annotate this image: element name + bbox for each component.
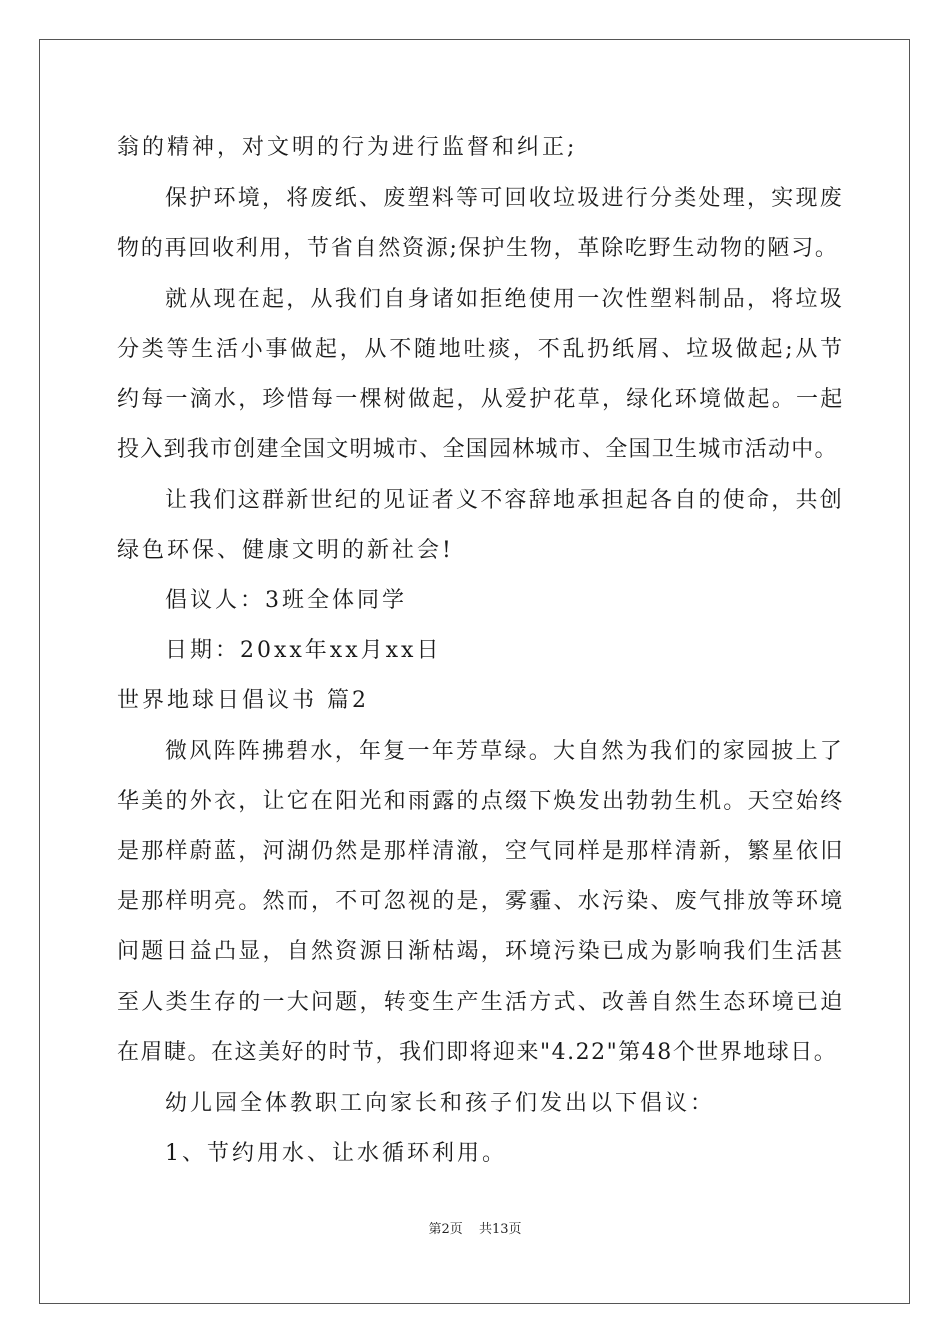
text-line: 保护环境，将废纸、废塑料等可回收垃圾进行分类处理，实现废 [165, 186, 845, 211]
text-line: 幼儿园全体教职工向家长和孩子们发出以下倡议： [165, 1091, 716, 1116]
text-line: 华美的外衣，让它在阳光和雨露的点缀下焕发出勃勃生机。天空始终 [117, 789, 845, 814]
text-line: 分类等生活小事做起，从不随地吐痰，不乱扔纸屑、垃圾做起;从节 [117, 337, 845, 362]
list-item: 1、节约用水、让水循环利用。 [165, 1141, 507, 1166]
text-line: 物的再回收利用，节省自然资源;保护生物，革除吃野生动物的陋习。 [117, 236, 839, 261]
text-line: 让我们这群新世纪的见证者义不容辞地承担起各自的使命，共创 [165, 488, 845, 513]
text-line: 约每一滴水，珍惜每一棵树做起，从爱护花草，绿化环境做起。一起 [117, 387, 845, 412]
page-footer [0, 1218, 950, 1237]
text-line: 是那样明亮。然而，不可忽视的是，雾霾、水污染、废气排放等环境 [117, 889, 845, 914]
text-line: 投入到我市创建全国文明城市、全国园林城市、全国卫生城市活动中。 [117, 437, 838, 462]
text-line: 至人类生存的一大问题，转变生产生活方式、改善自然生态环境已迫 [117, 990, 845, 1015]
text-line: 是那样蔚蓝，河湖仍然是那样清澈，空气同样是那样清新，繁星依旧 [117, 839, 845, 864]
text-line: 绿色环保、健康文明的新社会! [117, 538, 454, 563]
text-line: 就从现在起，从我们自身诸如拒绝使用一次性塑料制品，将垃圾 [165, 287, 845, 312]
page-total: 共13页 [478, 1222, 522, 1237]
section-heading: 世界地球日倡议书 篇2 [117, 688, 369, 713]
text-line: 微风阵阵拂碧水，年复一年芳草绿。大自然为我们的家园披上了 [165, 739, 845, 764]
signatory-line: 倡议人：3班全体同学 [165, 588, 407, 613]
text-line: 问题日益凸显，自然资源日渐枯竭，环境污染已成为影响我们生活甚 [117, 939, 845, 964]
date-line: 日期：20xx年xx月xx日 [165, 638, 442, 663]
page-number: 第2页 [428, 1222, 463, 1237]
text-line: 翁的精神，对文明的行为进行监督和纠正; [117, 135, 578, 160]
text-line: 在眉睫。在这美好的时节，我们即将迎来"4.22"第48个世界地球日。 [117, 1040, 838, 1065]
